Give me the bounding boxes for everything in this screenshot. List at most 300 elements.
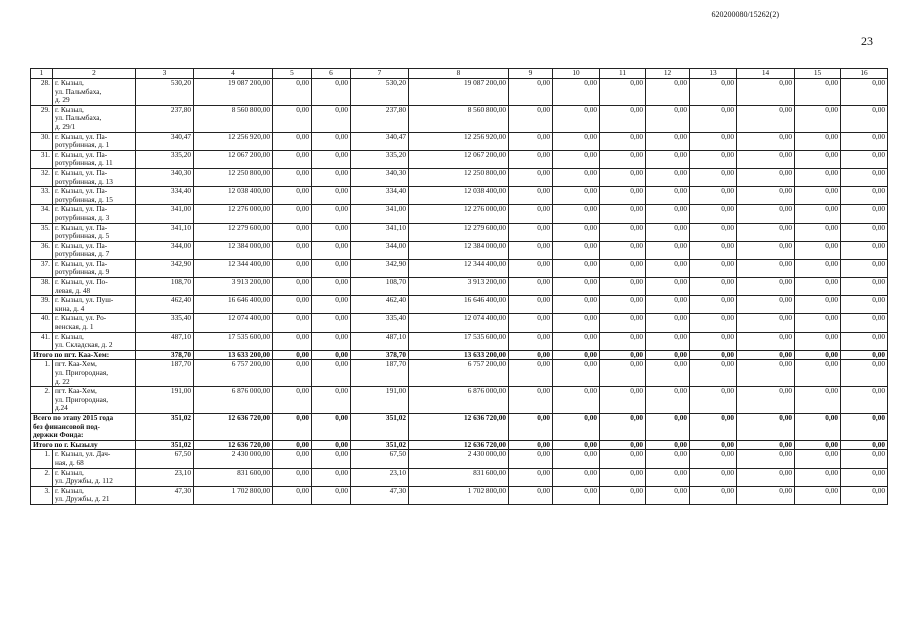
value-cell-c10: 0,00 xyxy=(553,241,600,259)
value-cell-c3: 237,80 xyxy=(136,105,194,132)
row-number: 30. xyxy=(31,132,53,150)
value-cell-c7: 340,30 xyxy=(351,168,409,186)
value-cell-c7: 487,10 xyxy=(351,332,409,350)
address-cell xyxy=(53,296,136,314)
value-cell-c7: 187,70 xyxy=(351,360,409,387)
value-cell-c8: 12 067 200,00 xyxy=(409,150,509,168)
value-cell-c13: 0,00 xyxy=(690,150,737,168)
address-line: ул. Пальмбаха, xyxy=(55,86,102,96)
value-cell-c11: 0,00 xyxy=(600,468,646,486)
address-cell xyxy=(53,486,136,504)
value-cell-c9: 0,00 xyxy=(509,168,553,186)
value-cell-c5: 0,00 xyxy=(273,132,312,150)
value-cell-c7: 47,30 xyxy=(351,486,409,504)
column-number: 5 xyxy=(273,69,312,79)
label-line: без финансовой под- xyxy=(33,421,100,431)
value-cell-c10: 0,00 xyxy=(553,187,600,205)
value-cell-c13: 0,00 xyxy=(690,387,737,414)
value-cell-c7: 23,10 xyxy=(351,468,409,486)
value-cell-c5: 0,00 xyxy=(273,150,312,168)
column-number: 10 xyxy=(553,69,600,79)
address-cell xyxy=(53,223,136,241)
value-cell-c3: 341,00 xyxy=(136,205,194,223)
address-line: г. Кызыл, xyxy=(55,78,84,87)
value-cell-c11: 0,00 xyxy=(600,205,646,223)
value-cell-c12: 0,00 xyxy=(646,296,690,314)
value-cell-c5: 0,00 xyxy=(273,278,312,296)
value-cell-c4: 831 600,00 xyxy=(194,468,273,486)
value-cell-c7: 335,40 xyxy=(351,314,409,332)
value-cell-c9: 0,00 xyxy=(509,450,553,468)
value-cell-c11: 0,00 xyxy=(600,450,646,468)
value-cell-c3: 335,20 xyxy=(136,150,194,168)
value-cell-c16: 0,00 xyxy=(841,150,888,168)
value-cell-c14: 0,00 xyxy=(737,241,795,259)
row-number: 2. xyxy=(31,468,53,486)
value-cell-c13: 0,00 xyxy=(690,314,737,332)
value-cell-c6: 0,00 xyxy=(312,486,351,504)
value-cell-c3: 23,10 xyxy=(136,468,194,486)
address-line: пгт. Каа-Хем, xyxy=(55,386,97,396)
value-cell-c11: 0,00 xyxy=(600,132,646,150)
table-row xyxy=(31,278,888,296)
subtotal-label xyxy=(31,413,136,440)
value-cell-c8: 8 560 800,00 xyxy=(409,105,509,132)
value-cell-c3: 340,30 xyxy=(136,168,194,186)
table-header-row xyxy=(31,69,888,79)
value-cell-c9: 0,00 xyxy=(509,360,553,387)
row-number: 38. xyxy=(31,278,53,296)
value-cell-c6: 0,00 xyxy=(312,150,351,168)
column-number: 16 xyxy=(841,69,888,79)
address-line: ул. Дружбы, д. 112 xyxy=(55,476,113,486)
value-cell-c12: 0,00 xyxy=(646,350,690,360)
value-cell-c3: 530,20 xyxy=(136,79,194,106)
value-cell-c9: 0,00 xyxy=(509,79,553,106)
row-number: 1. xyxy=(31,450,53,468)
address-line: венская, д. 1 xyxy=(55,322,94,332)
value-cell-c13: 0,00 xyxy=(690,486,737,504)
column-number: 14 xyxy=(737,69,795,79)
value-cell-c8: 12 344 400,00 xyxy=(409,259,509,277)
row-number: 37. xyxy=(31,259,53,277)
address-line: г. Кызыл, ул. Па- xyxy=(55,150,108,159)
value-cell-c15: 0,00 xyxy=(795,296,841,314)
address-line: ул. Дружбы, д. 21 xyxy=(55,494,110,504)
value-cell-c6: 0,00 xyxy=(312,387,351,414)
address-line: г. Кызыл, ул. Па- xyxy=(55,223,108,232)
address-cell xyxy=(53,105,136,132)
value-cell-c11: 0,00 xyxy=(600,314,646,332)
address-line: ул. Складская, д. 2 xyxy=(55,340,113,350)
value-cell-c5: 0,00 xyxy=(273,259,312,277)
value-cell-c7: 344,00 xyxy=(351,241,409,259)
address-line: г. Кызыл, ул. Па- xyxy=(55,186,108,196)
value-cell-c4: 6 757 200,00 xyxy=(194,360,273,387)
value-cell-c14: 0,00 xyxy=(737,440,795,450)
value-cell-c15: 0,00 xyxy=(795,486,841,504)
value-cell-c6: 0,00 xyxy=(312,314,351,332)
value-cell-c16: 0,00 xyxy=(841,314,888,332)
value-cell-c11: 0,00 xyxy=(600,350,646,360)
label-line: Всего по этапу 2015 года xyxy=(33,413,114,422)
address-line: кина, д. 4 xyxy=(55,303,85,313)
row-number: 28. xyxy=(31,79,53,106)
value-cell-c10: 0,00 xyxy=(553,440,600,450)
value-cell-c14: 0,00 xyxy=(737,314,795,332)
value-cell-c13: 0,00 xyxy=(690,105,737,132)
value-cell-c6: 0,00 xyxy=(312,413,351,440)
value-cell-c4: 12 636 720,00 xyxy=(194,440,273,450)
value-cell-c8: 12 636 720,00 xyxy=(409,413,509,440)
row-number: 40. xyxy=(31,314,53,332)
column-number: 3 xyxy=(136,69,194,79)
value-cell-c7: 351,02 xyxy=(351,440,409,450)
value-cell-c15: 0,00 xyxy=(795,168,841,186)
value-cell-c13: 0,00 xyxy=(690,223,737,241)
address-line: г. Кызыл, xyxy=(55,332,84,341)
value-cell-c12: 0,00 xyxy=(646,468,690,486)
value-cell-c3: 378,70 xyxy=(136,350,194,360)
value-cell-c16: 0,00 xyxy=(841,168,888,186)
value-cell-c4: 12 038 400,00 xyxy=(194,187,273,205)
value-cell-c16: 0,00 xyxy=(841,132,888,150)
value-cell-c15: 0,00 xyxy=(795,468,841,486)
value-cell-c15: 0,00 xyxy=(795,350,841,360)
value-cell-c12: 0,00 xyxy=(646,486,690,504)
address-line: левая, д. 48 xyxy=(55,285,91,295)
table-row xyxy=(31,296,888,314)
address-line: г. Кызыл, xyxy=(55,468,84,477)
table-row xyxy=(31,387,888,414)
value-cell-c12: 0,00 xyxy=(646,150,690,168)
label-line: Итого по г. Кызылу xyxy=(33,440,98,449)
value-cell-c9: 0,00 xyxy=(509,187,553,205)
subtotal-row xyxy=(31,350,888,360)
value-cell-c10: 0,00 xyxy=(553,223,600,241)
address-line: ротурбинная, д. 5 xyxy=(55,231,110,241)
column-number: 12 xyxy=(646,69,690,79)
value-cell-c9: 0,00 xyxy=(509,350,553,360)
column-number: 1 xyxy=(31,69,53,79)
value-cell-c11: 0,00 xyxy=(600,150,646,168)
value-cell-c8: 1 702 800,00 xyxy=(409,486,509,504)
label-line: Итого по пгт. Каа-Хем: xyxy=(33,350,110,359)
value-cell-c3: 47,30 xyxy=(136,486,194,504)
column-number: 7 xyxy=(351,69,409,79)
table-row xyxy=(31,450,888,468)
value-cell-c4: 12 279 600,00 xyxy=(194,223,273,241)
value-cell-c16: 0,00 xyxy=(841,350,888,360)
table-row xyxy=(31,150,888,168)
value-cell-c15: 0,00 xyxy=(795,332,841,350)
address-line: г. Кызыл, xyxy=(55,486,84,495)
value-cell-c3: 487,10 xyxy=(136,332,194,350)
value-cell-c10: 0,00 xyxy=(553,278,600,296)
value-cell-c5: 0,00 xyxy=(273,332,312,350)
value-cell-c10: 0,00 xyxy=(553,150,600,168)
column-number: 4 xyxy=(194,69,273,79)
value-cell-c16: 0,00 xyxy=(841,486,888,504)
value-cell-c5: 0,00 xyxy=(273,360,312,387)
address-line: ротурбинная, д. 11 xyxy=(55,158,113,168)
value-cell-c9: 0,00 xyxy=(509,150,553,168)
value-cell-c6: 0,00 xyxy=(312,259,351,277)
value-cell-c13: 0,00 xyxy=(690,413,737,440)
value-cell-c7: 342,90 xyxy=(351,259,409,277)
value-cell-c11: 0,00 xyxy=(600,79,646,106)
value-cell-c6: 0,00 xyxy=(312,332,351,350)
value-cell-c11: 0,00 xyxy=(600,440,646,450)
value-cell-c12: 0,00 xyxy=(646,223,690,241)
value-cell-c9: 0,00 xyxy=(509,387,553,414)
value-cell-c10: 0,00 xyxy=(553,468,600,486)
value-cell-c16: 0,00 xyxy=(841,387,888,414)
value-cell-c3: 342,90 xyxy=(136,259,194,277)
value-cell-c16: 0,00 xyxy=(841,413,888,440)
value-cell-c12: 0,00 xyxy=(646,132,690,150)
value-cell-c4: 3 913 200,00 xyxy=(194,278,273,296)
value-cell-c5: 0,00 xyxy=(273,168,312,186)
value-cell-c9: 0,00 xyxy=(509,296,553,314)
value-cell-c10: 0,00 xyxy=(553,168,600,186)
address-cell xyxy=(53,360,136,387)
address-line: пгт. Каа-Хем, xyxy=(55,359,97,369)
value-cell-c12: 0,00 xyxy=(646,387,690,414)
value-cell-c14: 0,00 xyxy=(737,187,795,205)
address-cell xyxy=(53,332,136,350)
address-cell xyxy=(53,450,136,468)
value-cell-c4: 19 087 200,00 xyxy=(194,79,273,106)
subtotal-label xyxy=(31,440,136,450)
value-cell-c11: 0,00 xyxy=(600,360,646,387)
table-row xyxy=(31,187,888,205)
row-number: 31. xyxy=(31,150,53,168)
value-cell-c4: 2 430 000,00 xyxy=(194,450,273,468)
value-cell-c4: 1 702 800,00 xyxy=(194,486,273,504)
value-cell-c11: 0,00 xyxy=(600,187,646,205)
value-cell-c14: 0,00 xyxy=(737,278,795,296)
value-cell-c4: 12 067 200,00 xyxy=(194,150,273,168)
value-cell-c6: 0,00 xyxy=(312,440,351,450)
value-cell-c11: 0,00 xyxy=(600,223,646,241)
value-cell-c10: 0,00 xyxy=(553,205,600,223)
value-cell-c3: 340,47 xyxy=(136,132,194,150)
value-cell-c15: 0,00 xyxy=(795,150,841,168)
value-cell-c6: 0,00 xyxy=(312,187,351,205)
value-cell-c8: 6 876 000,00 xyxy=(409,387,509,414)
value-cell-c7: 335,20 xyxy=(351,150,409,168)
value-cell-c11: 0,00 xyxy=(600,413,646,440)
value-cell-c11: 0,00 xyxy=(600,241,646,259)
address-cell xyxy=(53,205,136,223)
address-line: г. Кызыл, ул. Па- xyxy=(55,168,108,177)
value-cell-c3: 335,40 xyxy=(136,314,194,332)
value-cell-c4: 12 636 720,00 xyxy=(194,413,273,440)
value-cell-c12: 0,00 xyxy=(646,205,690,223)
value-cell-c16: 0,00 xyxy=(841,105,888,132)
value-cell-c12: 0,00 xyxy=(646,314,690,332)
value-cell-c13: 0,00 xyxy=(690,440,737,450)
value-cell-c9: 0,00 xyxy=(509,105,553,132)
address-line: ул. Пальмбаха, xyxy=(55,113,102,123)
row-number: 35. xyxy=(31,223,53,241)
column-number: 15 xyxy=(795,69,841,79)
value-cell-c4: 12 276 000,00 xyxy=(194,205,273,223)
address-line: ротурбинная, д. 7 xyxy=(55,249,110,259)
subtotal-row xyxy=(31,440,888,450)
value-cell-c14: 0,00 xyxy=(737,105,795,132)
value-cell-c4: 12 344 400,00 xyxy=(194,259,273,277)
address-cell xyxy=(53,79,136,106)
value-cell-c13: 0,00 xyxy=(690,187,737,205)
subtotal-row xyxy=(31,413,888,440)
value-cell-c4: 17 535 600,00 xyxy=(194,332,273,350)
column-number: 9 xyxy=(509,69,553,79)
value-cell-c16: 0,00 xyxy=(841,259,888,277)
table-row xyxy=(31,360,888,387)
value-cell-c5: 0,00 xyxy=(273,105,312,132)
table-row xyxy=(31,205,888,223)
row-number: 29. xyxy=(31,105,53,132)
value-cell-c11: 0,00 xyxy=(600,296,646,314)
value-cell-c6: 0,00 xyxy=(312,350,351,360)
address-line: ул. Пригородная, xyxy=(55,394,109,404)
value-cell-c4: 12 256 920,00 xyxy=(194,132,273,150)
address-line: г. Кызыл, ул. Па- xyxy=(55,241,108,250)
value-cell-c15: 0,00 xyxy=(795,187,841,205)
value-cell-c11: 0,00 xyxy=(600,278,646,296)
value-cell-c13: 0,00 xyxy=(690,468,737,486)
document-code: 620200080/15262(2) xyxy=(711,10,779,19)
value-cell-c9: 0,00 xyxy=(509,440,553,450)
value-cell-c5: 0,00 xyxy=(273,296,312,314)
address-line: г. Кызыл, ул. Дач- xyxy=(55,449,111,459)
value-cell-c8: 6 757 200,00 xyxy=(409,360,509,387)
value-cell-c12: 0,00 xyxy=(646,105,690,132)
table-body xyxy=(31,69,888,505)
value-cell-c13: 0,00 xyxy=(690,259,737,277)
table-row xyxy=(31,486,888,504)
value-cell-c9: 0,00 xyxy=(509,468,553,486)
value-cell-c10: 0,00 xyxy=(553,132,600,150)
value-cell-c6: 0,00 xyxy=(312,241,351,259)
value-cell-c15: 0,00 xyxy=(795,105,841,132)
address-line: г. Кызыл, ул. По- xyxy=(55,277,108,287)
value-cell-c13: 0,00 xyxy=(690,278,737,296)
value-cell-c7: 334,40 xyxy=(351,187,409,205)
value-cell-c9: 0,00 xyxy=(509,259,553,277)
value-cell-c4: 6 876 000,00 xyxy=(194,387,273,414)
value-cell-c15: 0,00 xyxy=(795,450,841,468)
value-cell-c10: 0,00 xyxy=(553,360,600,387)
value-cell-c16: 0,00 xyxy=(841,187,888,205)
table-row xyxy=(31,223,888,241)
value-cell-c11: 0,00 xyxy=(600,387,646,414)
table-row xyxy=(31,241,888,259)
row-number: 39. xyxy=(31,296,53,314)
value-cell-c5: 0,00 xyxy=(273,205,312,223)
value-cell-c12: 0,00 xyxy=(646,450,690,468)
value-cell-c5: 0,00 xyxy=(273,187,312,205)
value-cell-c15: 0,00 xyxy=(795,223,841,241)
value-cell-c12: 0,00 xyxy=(646,332,690,350)
value-cell-c4: 8 560 800,00 xyxy=(194,105,273,132)
register-table xyxy=(30,68,888,505)
value-cell-c7: 341,00 xyxy=(351,205,409,223)
address-line: г. Кызыл, xyxy=(55,105,84,114)
value-cell-c16: 0,00 xyxy=(841,360,888,387)
value-cell-c10: 0,00 xyxy=(553,413,600,440)
address-cell xyxy=(53,150,136,168)
value-cell-c16: 0,00 xyxy=(841,332,888,350)
value-cell-c4: 12 384 000,00 xyxy=(194,241,273,259)
value-cell-c10: 0,00 xyxy=(553,350,600,360)
value-cell-c12: 0,00 xyxy=(646,79,690,106)
value-cell-c16: 0,00 xyxy=(841,468,888,486)
value-cell-c5: 0,00 xyxy=(273,387,312,414)
value-cell-c14: 0,00 xyxy=(737,360,795,387)
value-cell-c4: 16 646 400,00 xyxy=(194,296,273,314)
value-cell-c6: 0,00 xyxy=(312,223,351,241)
value-cell-c7: 351,02 xyxy=(351,413,409,440)
value-cell-c14: 0,00 xyxy=(737,387,795,414)
value-cell-c16: 0,00 xyxy=(841,278,888,296)
value-cell-c8: 12 038 400,00 xyxy=(409,187,509,205)
value-cell-c7: 340,47 xyxy=(351,132,409,150)
value-cell-c15: 0,00 xyxy=(795,387,841,414)
value-cell-c14: 0,00 xyxy=(737,350,795,360)
value-cell-c7: 237,80 xyxy=(351,105,409,132)
row-number: 1. xyxy=(31,360,53,387)
value-cell-c10: 0,00 xyxy=(553,450,600,468)
address-line: г. Кызыл, ул. Па- xyxy=(55,204,108,214)
value-cell-c5: 0,00 xyxy=(273,79,312,106)
value-cell-c10: 0,00 xyxy=(553,314,600,332)
value-cell-c16: 0,00 xyxy=(841,296,888,314)
value-cell-c3: 341,10 xyxy=(136,223,194,241)
value-cell-c16: 0,00 xyxy=(841,223,888,241)
value-cell-c5: 0,00 xyxy=(273,440,312,450)
value-cell-c10: 0,00 xyxy=(553,486,600,504)
value-cell-c5: 0,00 xyxy=(273,350,312,360)
value-cell-c13: 0,00 xyxy=(690,132,737,150)
value-cell-c8: 12 074 400,00 xyxy=(409,314,509,332)
value-cell-c5: 0,00 xyxy=(273,450,312,468)
value-cell-c4: 12 250 800,00 xyxy=(194,168,273,186)
address-cell xyxy=(53,132,136,150)
value-cell-c12: 0,00 xyxy=(646,168,690,186)
value-cell-c15: 0,00 xyxy=(795,79,841,106)
value-cell-c6: 0,00 xyxy=(312,105,351,132)
value-cell-c3: 351,02 xyxy=(136,440,194,450)
address-cell xyxy=(53,314,136,332)
value-cell-c8: 12 250 800,00 xyxy=(409,168,509,186)
value-cell-c8: 17 535 600,00 xyxy=(409,332,509,350)
value-cell-c14: 0,00 xyxy=(737,296,795,314)
value-cell-c3: 351,02 xyxy=(136,413,194,440)
column-number: 6 xyxy=(312,69,351,79)
value-cell-c12: 0,00 xyxy=(646,440,690,450)
value-cell-c8: 12 256 920,00 xyxy=(409,132,509,150)
value-cell-c14: 0,00 xyxy=(737,468,795,486)
value-cell-c12: 0,00 xyxy=(646,241,690,259)
value-cell-c11: 0,00 xyxy=(600,486,646,504)
row-number: 3. xyxy=(31,486,53,504)
value-cell-c5: 0,00 xyxy=(273,468,312,486)
value-cell-c12: 0,00 xyxy=(646,360,690,387)
row-number: 32. xyxy=(31,168,53,186)
